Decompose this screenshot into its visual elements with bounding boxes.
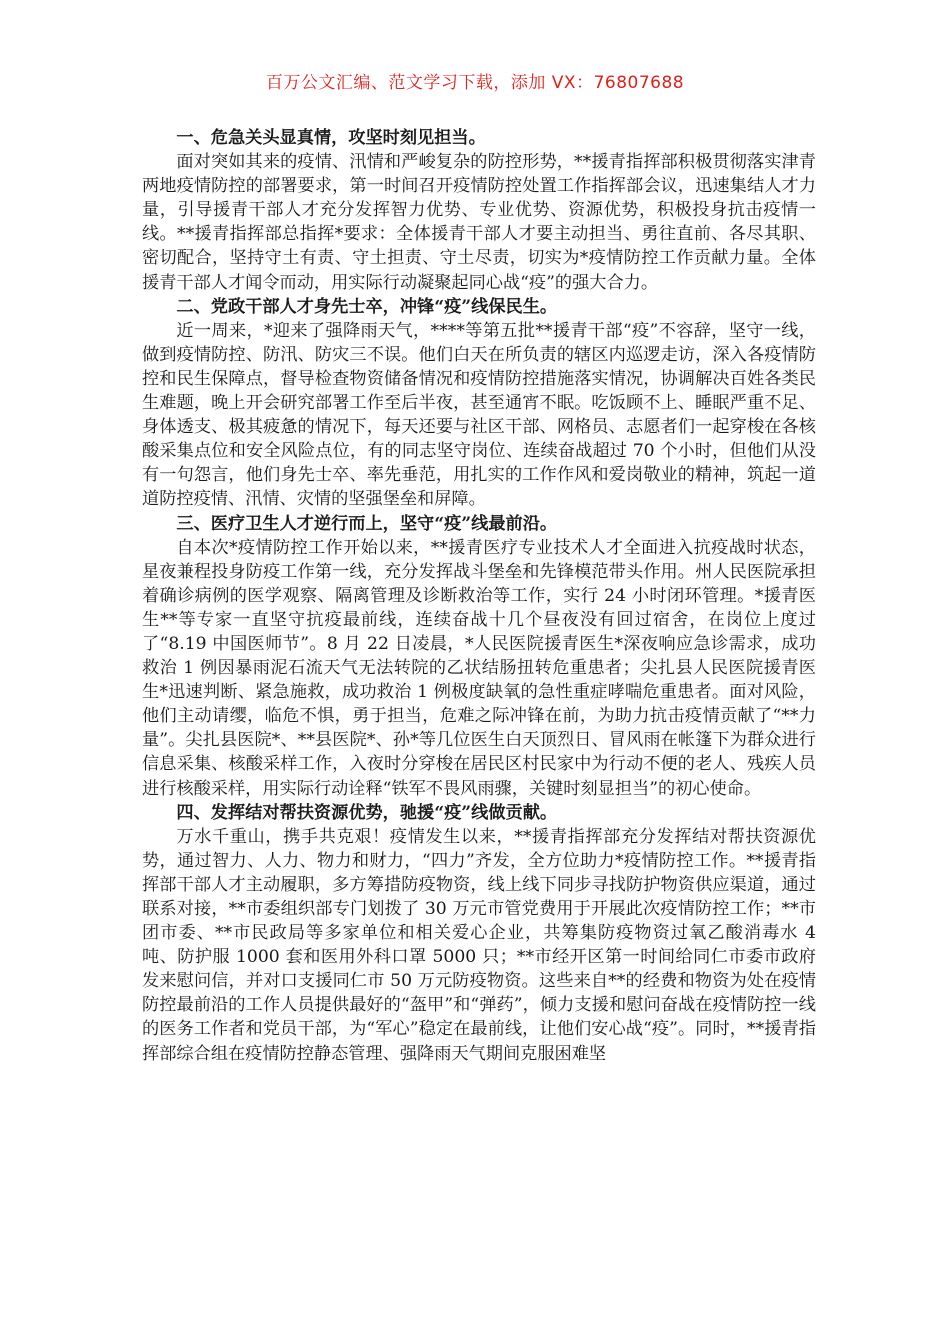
watermark-banner: 百万公文汇编、范文学习下载，添加 VX：76807688: [265, 73, 685, 93]
section-1: [142, 126, 816, 295]
section-heading: 二、党政干部人才身先士卒，冲锋“疫”线保民生。: [176, 296, 558, 317]
section-3: [142, 512, 816, 801]
section-4: [142, 801, 816, 1066]
section-heading: 四、发挥结对帮扶资源优势，驰援“疫”线做贡献。: [176, 802, 558, 823]
document-body: [142, 126, 816, 1066]
section-heading: 一、危急关头显真情，攻坚时刻见担当。: [176, 128, 486, 148]
section-paragraph: 近一周来，*迎来了强降雨天气，****等第五批**援青干部“疫”不容辞，坚守一线，做到疫情防控、防汛、防灾三不误。他们白天在所负责的辖区内巡逻走访，深入各疫情防控和民生保障点，督导检查物资储备情况和疫情防控措施落实情况，协调解决百姓各类民生难题，晚上开会研究部署工作至后半夜，甚至通宵不眠。吃饭顾不上、睡眠严重不足、身体透支、极其疲惫的情况下，每天还要与社区干部、网格员、志愿者们一起穿梭在各核酸采集点位和安全风险点位，有的同志坚守岗位、连续奋战超过 70 个小时，但他们从没有一句怨言，他们身先士卒、率先垂范，用扎实的工作作风和爱岗敬业的精神，筑起一道道防控疫情、汛情、灾情的坚强堡垒和屏障。: [142, 320, 816, 510]
section-heading: 三、医疗卫生人才逆行而上，坚守“疫”线最前沿。: [176, 513, 558, 534]
section-paragraph: 万水千重山，携手共克艰！疫情发生以来，**援青指挥部充分发挥结对帮扶资源优势，通过智力、人力、物力和财力，“四力”齐发，全方位助力*疫情防控工作。**援青指挥部干部人才主动履职，多方筹措防疫物资，线上线下同步寻找防护物资供应渠道，通过联系对接，**市委组织部专门划拨了 30 万元市管党费用于开展此次疫情防控工作；**市团市委、**市民政局等多家单位和相关爱心企业，共筹集防疫物资过氧乙酸消毒水 4 吨、防护服 1000 套和医用外科口罩 5000 只；**市经开区第一时间给同仁市委市政府发来慰问信，并对口支援同仁市 50 万元防疫物资。这些来自**的经费和物资为处在疫情防控最前沿的工作人员提供最好的“盔甲”和“弹药”，倾力支援和慰问奋战在疫情防控一线的医务工作者和党员干部，为“军心”稳定在最前线，让他们安心战“疫”。同时，**援青指挥部综合组在疫情防控静态管理、强降雨天气期间克服困难坚: [142, 826, 816, 1064]
section-paragraph: 面对突如其来的疫情、汛情和严峻复杂的防控形势，**援青指挥部积极贯彻落实津青两地疫情防控的部署要求，第一时间召开疫情防控处置工作指挥部会议，迅速集结人才力量，引导援青干部人才充分发挥智力优势、专业优势、资源优势，积极投身抗击疫情一线。**援青指挥部总指挥*要求：全体援青干部人才要主动担当、勇往直前、各尽其职、密切配合，坚持守土有责、守土担责、守土尽责，切实为*疫情防控工作贡献力量。全体援青干部人才闻令而动，用实际行动凝聚起同心战“疫”的强大合力。: [142, 152, 816, 293]
section-2: [142, 295, 816, 512]
section-paragraph: 自本次*疫情防控工作开始以来，**援青医疗专业技术人才全面进入抗疫战时状态，星夜兼程投身防疫工作第一线，充分发挥战斗堡垒和先锋模范带头作用。州人民医院承担着确诊病例的医学观察、隔离管理及诊断救治等工作，实行 24 小时闭环管理。*援青医生**等专家一直坚守抗疫最前线，连续奋战十几个昼夜没有回过宿舍，在岗位上度过了“8.19 中国医师节”。8 月 22 日凌晨，*人民医院援青医生*深夜响应急诊需求，成功救治 1 例因暴雨泥石流天气无法转院的乙状结肠扭转危重患者；尖扎县人民医院援青医生*迅速判断、紧急施救，成功救治 1 例极度缺氧的急性重症哮喘危重患者。面对风险，他们主动请缨，临危不惧，勇于担当，危难之际冲锋在前，为助力抗击疫情贡献了“**力量”。尖扎县医院*、**县医院*、孙*等几位医生白天顶烈日、冒风雨在帐篷下为群众进行信息采集、核酸采样工作，入夜时分穿梭在居民区村民家中为行动不便的老人、残疾人员进行核酸采样，用实际行动诠释“铁军不畏风雨骤，关键时刻显担当”的初心使命。: [142, 537, 816, 799]
